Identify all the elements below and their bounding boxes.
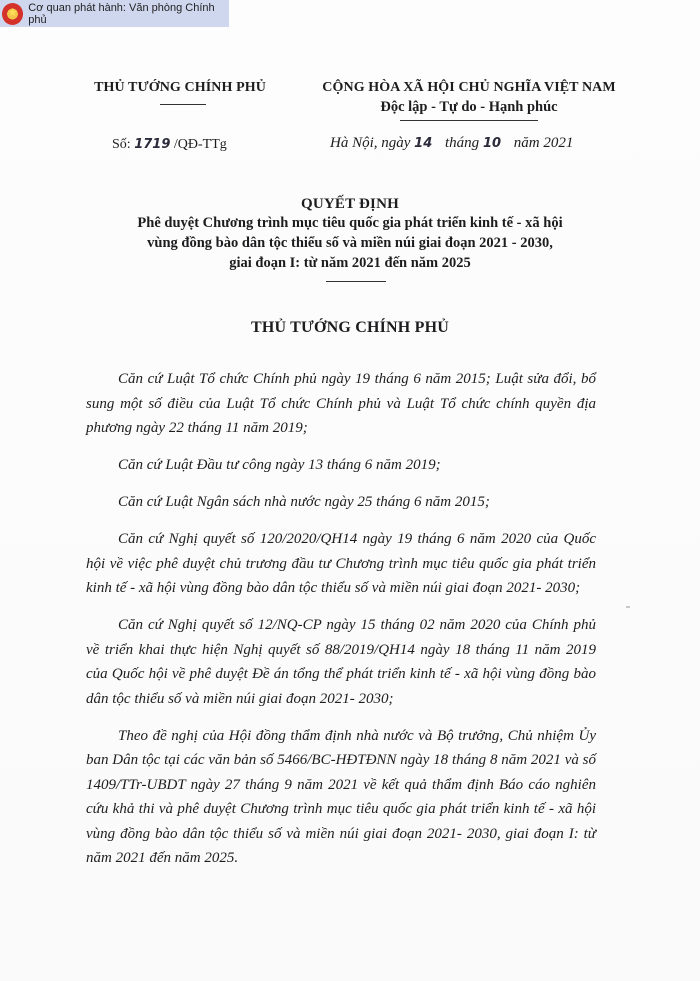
- national-header: [288, 80, 650, 116]
- preamble-paragraph: Căn cứ Luật Tổ chức Chính phủ ngày 19 tháng 6 năm 2015; Luật sửa đổi, bổ sung một số điều của Luật Tổ chức Chính phủ và Luật Tổ chức chính quyền địa phương ngày 22 tháng 11 năm 2019;: [86, 371, 596, 436]
- decision-subject-line-1: Phê duyệt Chương trình mục tiêu quốc gia phát triển kinh tế - xã hội: [137, 215, 563, 231]
- issuing-authority-name: THỦ TƯỚNG CHÍNH PHỦ: [94, 80, 266, 95]
- national-emblem-icon: ★: [2, 3, 23, 25]
- preamble-paragraph: Căn cứ Luật Ngân sách nhà nước ngày 25 tháng 6 năm 2015;: [118, 494, 490, 510]
- date-month-handwritten: 10: [482, 136, 502, 151]
- preamble-paragraph: Căn cứ Nghị quyết số 120/2020/QH14 ngày 19 tháng 6 năm 2020 của Quốc hội về việc phê duyệt chủ trương đầu tư Chương trình mục tiêu quốc gia phát triển kinh tế - xã hội vùng đồng bào dân tộc thiểu số và miền núi giai đoạn 2021- 2030;: [86, 531, 596, 596]
- decision-title-block: [90, 196, 610, 273]
- preamble-paragraph: Theo đề nghị của Hội đồng thẩm định nhà nước và Bộ trưởng, Chủ nhiệm Ủy ban Dân tộc tại các văn bản số 5466/BC-HĐTĐNN ngày 18 tháng 8 năm 2021 và số 1409/TTr-UBDT ngày 27 tháng 9 năm 2021 về kết quả thẩm định Báo cáo nghiên cứu khả thi và phê duyệt Chương trình mục tiêu quốc gia phát triển kinh tế - xã hội vùng đồng bào dân tộc thiểu số và miền núi giai đoạn 2021- 2030, giai đoạn I: từ năm 2021 đến năm 2025.: [86, 727, 596, 866]
- document-number: [112, 137, 227, 153]
- title-underline: [326, 281, 386, 282]
- preamble-body: [86, 367, 596, 883]
- doc-number-handwritten: 1719: [134, 137, 171, 152]
- doc-number-prefix: Số:: [112, 137, 131, 152]
- date-day-handwritten: 14: [414, 136, 433, 151]
- issuer-badge-label: Cơ quan phát hành: Văn phòng Chính phủ: [28, 1, 215, 26]
- decision-subject-line-3: giai đoạn I: từ năm 2021 đến năm 2025: [229, 255, 471, 271]
- date-month-label: tháng: [445, 135, 480, 151]
- preamble-paragraph: Căn cứ Nghị quyết số 12/NQ-CP ngày 15 tháng 02 năm 2020 của Chính phủ về triển khai thực hiện Nghị quyết số 88/2019/QH14 ngày 18 tháng 11 năm 2019 của Quốc hội về phê duyệt Đề án tổng thể phát triển kinh tế - xã hội vùng đồng bào dân tộc thiểu số và miền núi giai đoạn 2021- 2030;: [86, 617, 596, 707]
- authority-underline: [160, 104, 206, 105]
- date-place-day-label: Hà Nội, ngày: [330, 135, 411, 151]
- decision-subject-line-2: vùng đồng bào dân tộc thiểu số và miền núi giai đoạn 2021 - 2030,: [147, 235, 553, 251]
- country-name: CỘNG HÒA XÃ HỘI CHỦ NGHĨA VIỆT NAM: [322, 80, 616, 95]
- signing-authority-heading: THỦ TƯỚNG CHÍNH PHỦ: [250, 319, 450, 336]
- national-motto: Độc lập - Tự do - Hạnh phúc: [380, 99, 558, 115]
- issuing-authority-header: [66, 80, 294, 96]
- preamble-paragraph: Căn cứ Luật Đầu tư công ngày 13 tháng 6 năm 2019;: [118, 457, 441, 473]
- issuer-badge: [0, 0, 229, 27]
- decision-heading: QUYẾT ĐỊNH: [301, 196, 399, 212]
- date-year: năm 2021: [513, 135, 574, 151]
- doc-number-suffix: /QĐ-TTg: [173, 137, 227, 152]
- motto-underline: [400, 120, 538, 121]
- issue-date: [330, 135, 573, 152]
- scan-speck: [626, 606, 630, 608]
